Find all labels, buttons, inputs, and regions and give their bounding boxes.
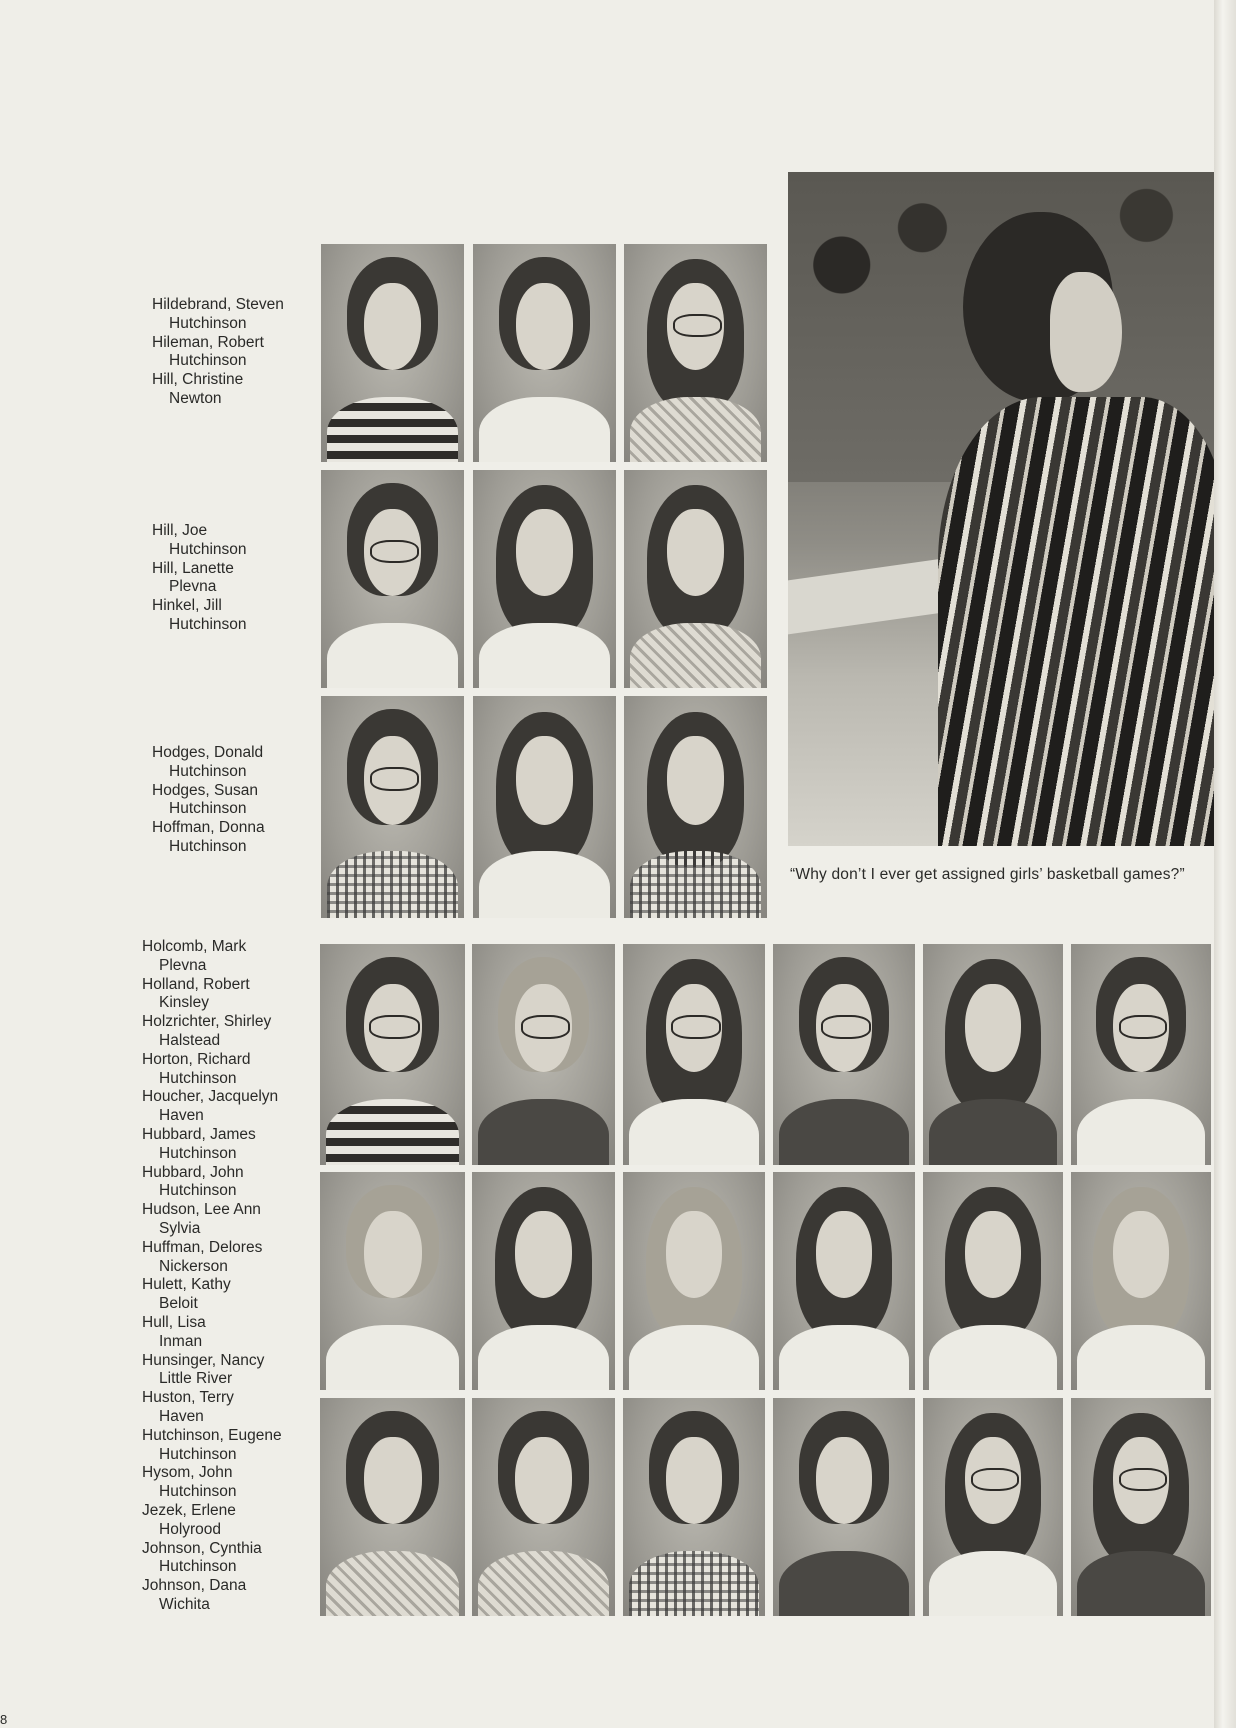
student-entry (152, 296, 284, 334)
student-name: Hodges, Susan (152, 781, 258, 799)
student-portrait (623, 1398, 765, 1616)
student-town: Beloit (159, 1295, 198, 1313)
student-town: Hutchinson (169, 800, 247, 818)
student-name: Huston, Terry (142, 1389, 234, 1407)
student-town: Hutchinson (159, 1558, 237, 1576)
student-entry (142, 1201, 282, 1239)
student-portrait (1071, 1172, 1211, 1390)
student-entry (152, 334, 284, 372)
student-portrait (472, 944, 615, 1165)
student-entry (152, 560, 247, 598)
student-portrait (623, 1172, 765, 1390)
student-town: Wichita (159, 1595, 210, 1613)
student-name: Hubbard, James (142, 1125, 256, 1143)
student-portrait (624, 696, 767, 918)
student-town: Hutchinson (169, 314, 247, 332)
student-portrait (321, 696, 464, 918)
student-name: Huffman, Delores (142, 1238, 263, 1256)
student-town: Newton (169, 389, 222, 407)
student-name: Horton, Richard (142, 1050, 251, 1068)
student-name: Johnson, Dana (142, 1577, 247, 1595)
student-entry (152, 522, 247, 560)
student-name: Houcher, Jacquelyn (142, 1088, 279, 1106)
student-entry (142, 1314, 282, 1352)
student-entry (142, 1088, 282, 1126)
student-name: Hunsinger, Nancy (142, 1351, 265, 1369)
student-entry (142, 1051, 282, 1089)
student-portrait (773, 1398, 915, 1616)
student-town: Hutchinson (169, 352, 247, 370)
student-town: Kinsley (159, 994, 209, 1012)
student-town: Inman (159, 1332, 203, 1350)
student-entry (142, 1013, 282, 1051)
student-entry (152, 744, 265, 782)
student-name: Hulett, Kathy (142, 1276, 231, 1294)
student-entry (142, 938, 282, 976)
student-name: Hubbard, John (142, 1163, 244, 1181)
student-town: Hutchinson (169, 837, 247, 855)
student-entry (142, 1126, 282, 1164)
student-portrait (473, 696, 616, 918)
student-entry (152, 597, 247, 635)
student-entry (142, 1276, 282, 1314)
candid-photo (788, 172, 1236, 846)
student-name: Hill, Joe (152, 522, 208, 539)
student-name: Holzrichter, Shirley (142, 1013, 272, 1031)
student-town: Sylvia (159, 1219, 201, 1237)
name-list-group-2 (152, 522, 247, 635)
student-town: Haven (159, 1107, 204, 1125)
student-entry (142, 1464, 282, 1502)
student-portrait (320, 944, 465, 1165)
student-entry (142, 1502, 282, 1540)
student-town: Holyrood (159, 1520, 222, 1538)
student-portrait (473, 244, 616, 462)
student-portrait (472, 1398, 615, 1616)
student-town: Hutchinson (169, 762, 247, 780)
page-gutter (1214, 0, 1236, 1728)
student-name: Johnson, Cynthia (142, 1539, 262, 1557)
student-town: Nickerson (159, 1257, 228, 1275)
photo-caption: “Why don’t I ever get assigned girls’ basketball games?” (790, 866, 1185, 883)
student-portrait (472, 1172, 615, 1390)
student-town: Hutchinson (159, 1069, 237, 1087)
page-number: 8 (0, 1712, 8, 1727)
student-name: Hysom, John (142, 1464, 233, 1482)
student-name: Hoffman, Donna (152, 819, 265, 837)
student-entry (142, 1352, 282, 1390)
student-town: Hutchinson (159, 1182, 237, 1200)
student-town: Little River (159, 1370, 233, 1388)
student-portrait (473, 470, 616, 688)
student-portrait (923, 1172, 1063, 1390)
student-portrait (624, 244, 767, 462)
student-entry (142, 1164, 282, 1202)
student-name: Hill, Lanette (152, 559, 234, 577)
student-name: Jezek, Erlene (142, 1501, 236, 1519)
student-portrait (320, 1172, 465, 1390)
student-portrait (923, 1398, 1063, 1616)
student-entry (142, 1389, 282, 1427)
student-portrait (1071, 1398, 1211, 1616)
student-name: Hinkel, Jill (152, 597, 222, 615)
student-town: Hutchinson (169, 615, 247, 633)
student-portrait (623, 944, 765, 1165)
student-name: Hull, Lisa (142, 1313, 206, 1331)
student-name: Hildebrand, Steven (152, 296, 284, 313)
student-name: Hutchinson, Eugene (142, 1426, 282, 1444)
student-name: Hill, Christine (152, 371, 244, 389)
student-portrait (1071, 944, 1211, 1165)
student-town: Halstead (159, 1031, 221, 1049)
name-list-group-1 (152, 296, 284, 409)
student-portrait (320, 1398, 465, 1616)
student-town: Hutchinson (169, 540, 247, 558)
student-portrait (321, 470, 464, 688)
student-entry (142, 1239, 282, 1277)
student-town: Haven (159, 1407, 204, 1425)
student-entry (142, 1577, 282, 1615)
student-name: Holcomb, Mark (142, 938, 247, 955)
student-entry (142, 976, 282, 1014)
student-entry (142, 1427, 282, 1465)
student-name: Hileman, Robert (152, 333, 264, 351)
name-list-group-3 (152, 744, 265, 857)
student-name: Holland, Robert (142, 975, 250, 993)
student-portrait (773, 944, 915, 1165)
student-entry (152, 819, 265, 857)
name-list-group-4 (142, 938, 282, 1615)
student-portrait (923, 944, 1063, 1165)
student-portrait (321, 244, 464, 462)
student-town: Hutchinson (159, 1445, 237, 1463)
student-entry (152, 782, 265, 820)
student-entry (152, 371, 284, 409)
student-town: Plevna (159, 956, 207, 974)
student-town: Plevna (169, 578, 217, 596)
student-entry (142, 1540, 282, 1578)
student-portrait (624, 470, 767, 688)
student-name: Hodges, Donald (152, 744, 264, 761)
student-name: Hudson, Lee Ann (142, 1201, 261, 1219)
student-town: Hutchinson (159, 1144, 237, 1162)
student-portrait (773, 1172, 915, 1390)
student-town: Hutchinson (159, 1483, 237, 1501)
